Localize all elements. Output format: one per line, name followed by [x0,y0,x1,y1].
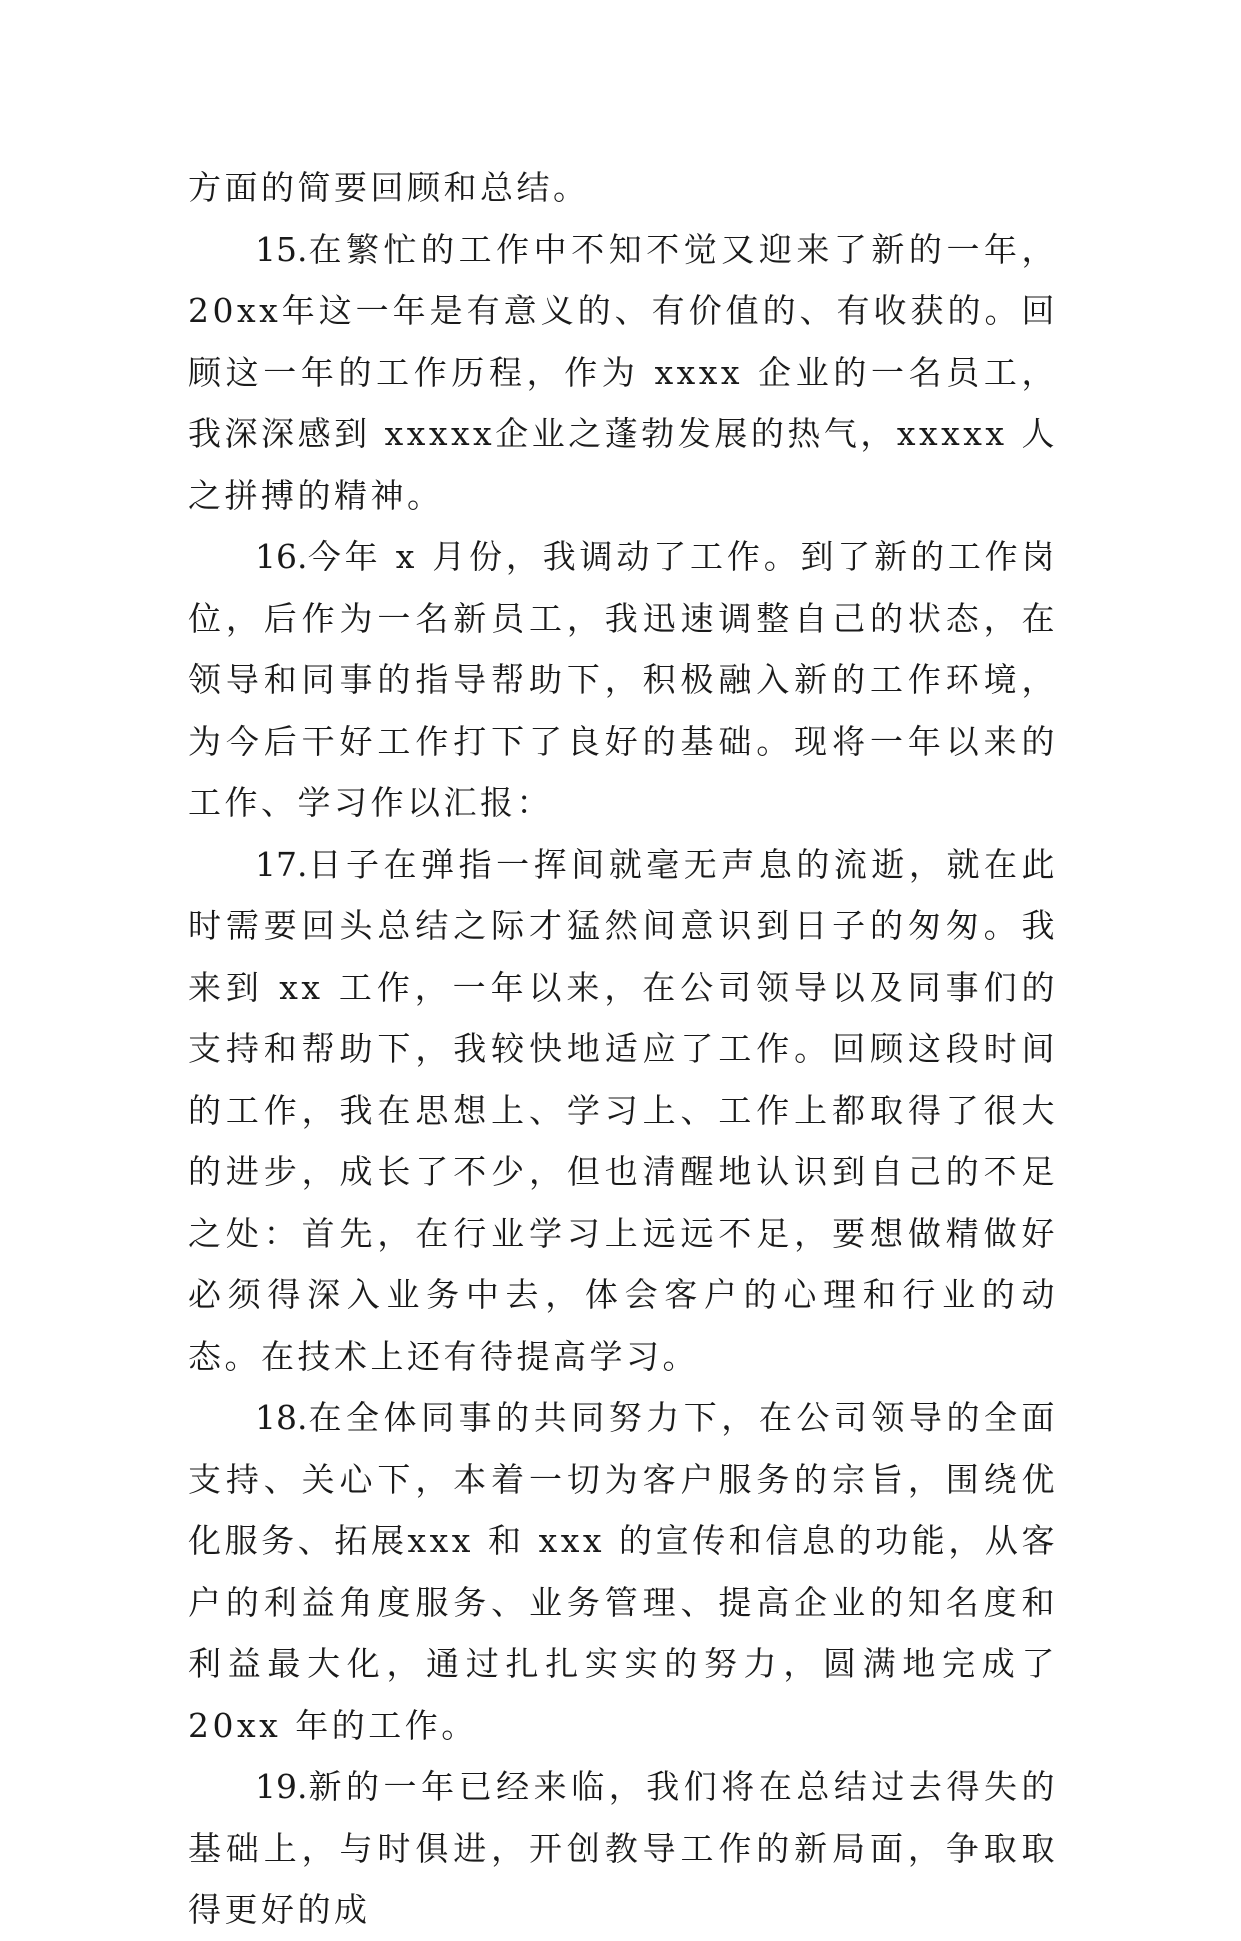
paragraph-number: 17. [255,844,308,884]
paragraph-text: 新的一年已经来临，我们将在总结过去得失的基础上，与时俱进，开创教导工作的新局面，争取取得更好的成 [188,1767,1058,1929]
paragraph-text: 日子在弹指一挥间就毫无声息的流逝，就在此时需要回头总结之际才猛然间意识到日子的匆匆。我来到 xx 工作，一年以来，在公司领导以及同事们的支持和帮助下，我较快地适应了工作。回顾这段时间的工作，我在思想上、学习上、工作上都取得了很大的进步，成长了不少，但也清醒地认识到自己的不足之处：首先，在行业学习上远远不足，要想做精做好必须得深入业务中去，体会客户的心理和行业的动态。在技术上还有待提高学习。 [188,844,1058,1376]
paragraph-text: 在全体同事的共同努力下，在公司领导的全面支持、关心下，本着一切为客户服务的宗旨，围绕优化服务、拓展xxx 和 xxx 的宣传和信息的功能，从客户的利益角度服务、业务管理、提高企业的知名度和利益最大化，通过扎扎实实的努力，圆满地完成了 20xx 年的工作。 [188,1398,1058,1745]
paragraph-text: 在繁忙的工作中不知不觉又迎来了新的一年，20xx年这一年是有意义的、有价值的、有收获的。回顾这一年的工作历程，作为 xxxx 企业的一名员工，我深深感到 xxxxx企业之蓬勃发展的热气，xxxxx 人之拼搏的精神。 [188,229,1058,515]
paragraph-17 [188,834,1058,1388]
paragraph-15 [188,219,1058,527]
paragraph-text: 方面的简要回顾和总结。 [188,168,590,207]
paragraph-14-continuation [188,157,1058,219]
paragraph-18 [188,1387,1058,1756]
paragraph-16 [188,526,1058,834]
paragraph-number: 19. [255,1767,308,1806]
document-body [188,157,1058,1941]
paragraph-text: 今年 x 月份，我调动了工作。到了新的工作岗位，后作为一名新员工，我迅速调整自己的状态，在领导和同事的指导帮助下，积极融入新的工作环境，为今后干好工作打下了良好的基础。现将一年以来的工作、学习作以汇报： [188,537,1058,822]
paragraph-number: 15. [255,229,308,269]
paragraph-19 [188,1756,1058,1941]
paragraph-number: 18. [255,1398,308,1437]
paragraph-number: 16. [255,537,308,576]
